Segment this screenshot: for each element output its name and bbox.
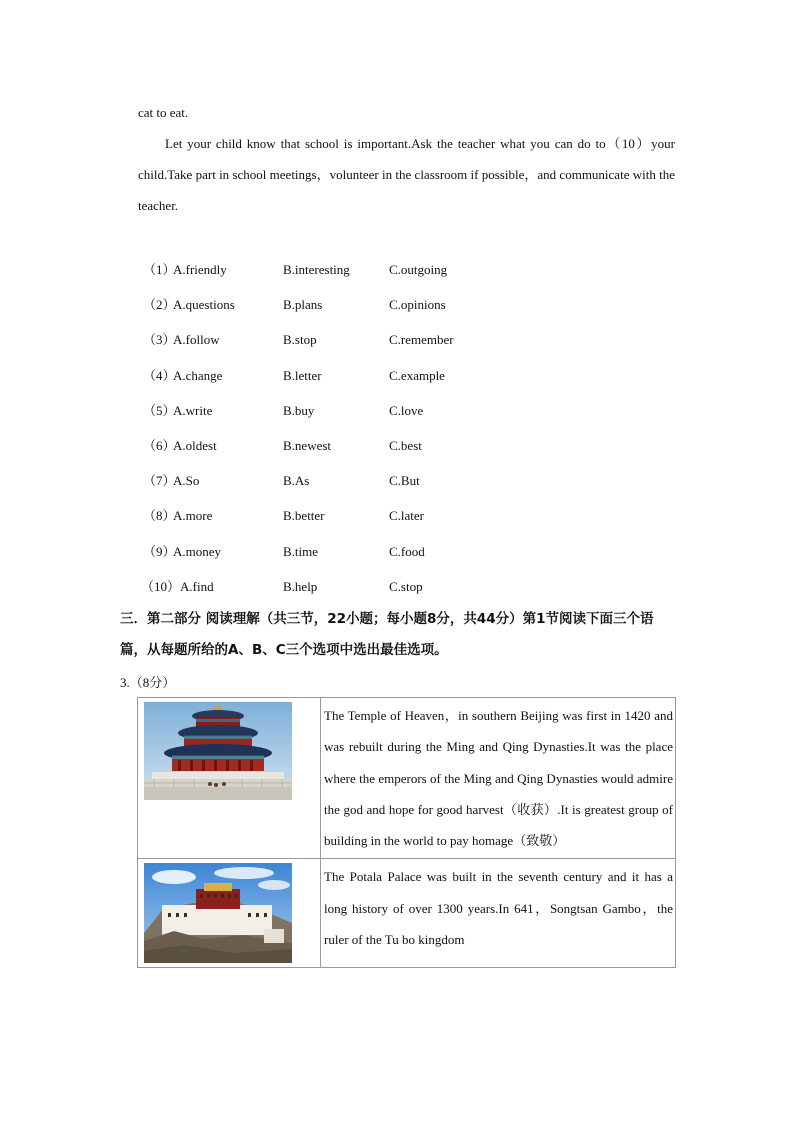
option-c: C.love xyxy=(389,402,424,418)
option-number: （1） xyxy=(143,262,176,277)
option-b: B.time xyxy=(283,543,319,559)
option-c: C.remember xyxy=(389,332,454,348)
option-a: A.oldest xyxy=(173,437,217,453)
option-b: B.plans xyxy=(283,297,323,313)
option-c: C.stop xyxy=(389,578,423,594)
temple-of-heaven-photo xyxy=(144,702,292,800)
image-cell xyxy=(138,698,321,859)
section-heading: 三．第二部分 阅读理解（共三节，22小题；每小题8分，共44分）第1节阅读下面三个语篇，从每题所给的A、B、C三个选项中选出最佳选项。 xyxy=(120,611,654,658)
option-number: （4） xyxy=(143,367,176,383)
option-a: A.find xyxy=(180,578,214,594)
option-number: （5） xyxy=(143,402,176,418)
text-cell: The Potala Palace was built in the seventh century and it has a long history of over 1300 years.In 641，Songtsan Gambo，the ruler of the Tu bo kingdom xyxy=(321,859,676,968)
potala-palace-photo xyxy=(144,863,292,963)
option-b: B.stop xyxy=(283,332,317,348)
option-number: （2） xyxy=(143,297,176,313)
option-c: C.opinions xyxy=(389,297,446,313)
option-a: A.write xyxy=(173,402,213,418)
table-row xyxy=(138,859,676,968)
option-number: （6） xyxy=(143,437,176,453)
option-a: A.follow xyxy=(173,332,220,348)
table-row xyxy=(138,698,676,859)
option-a: A.change xyxy=(173,367,223,383)
option-number: （10） xyxy=(141,578,181,594)
option-c: C.best xyxy=(389,437,422,453)
image-cell xyxy=(138,859,321,968)
option-number: （8） xyxy=(143,508,176,524)
option-number: （9） xyxy=(143,543,176,559)
option-b: B.newest xyxy=(283,437,332,453)
option-c: C.outgoing xyxy=(389,262,448,277)
option-c: C.later xyxy=(389,508,425,524)
option-c: C.food xyxy=(389,543,425,559)
option-b: B.buy xyxy=(283,402,315,418)
option-a: A.So xyxy=(173,473,200,489)
option-number: （3） xyxy=(143,332,176,348)
option-a: A.friendly xyxy=(173,262,227,277)
option-a: A.questions xyxy=(173,297,235,313)
option-b: B.interesting xyxy=(283,262,350,277)
option-a: A.money xyxy=(173,543,222,559)
option-b: B.help xyxy=(283,578,318,594)
option-b: B.As xyxy=(283,473,310,489)
option-c: C.But xyxy=(389,473,420,489)
reading-table xyxy=(137,697,676,968)
passage-paragraph: Let your child know that school is important.Ask the teacher what you can do to（10）your child.Take part in school meetings，volunteer in the classroom if possible，and communicate with the teacher. xyxy=(138,136,675,213)
text-cell: The Temple of Heaven，in southern Beijing was first in 1420 and was rebuilt during the Ming and Qing Dynasties.It was the place where the emperors of the Ming and Qing Dynasties would admire the god and hope for good harvest（收获）.It is greatest group of building in the world to pay homage（致敬） xyxy=(321,698,676,859)
question-number: 3.（8分） xyxy=(120,675,176,690)
option-b: B.letter xyxy=(283,367,322,383)
passage-line-end: cat to eat. xyxy=(138,105,189,120)
option-b: B.better xyxy=(283,508,325,524)
option-c: C.example xyxy=(389,367,445,383)
option-a: A.more xyxy=(173,508,213,524)
option-number: （7） xyxy=(143,473,176,489)
